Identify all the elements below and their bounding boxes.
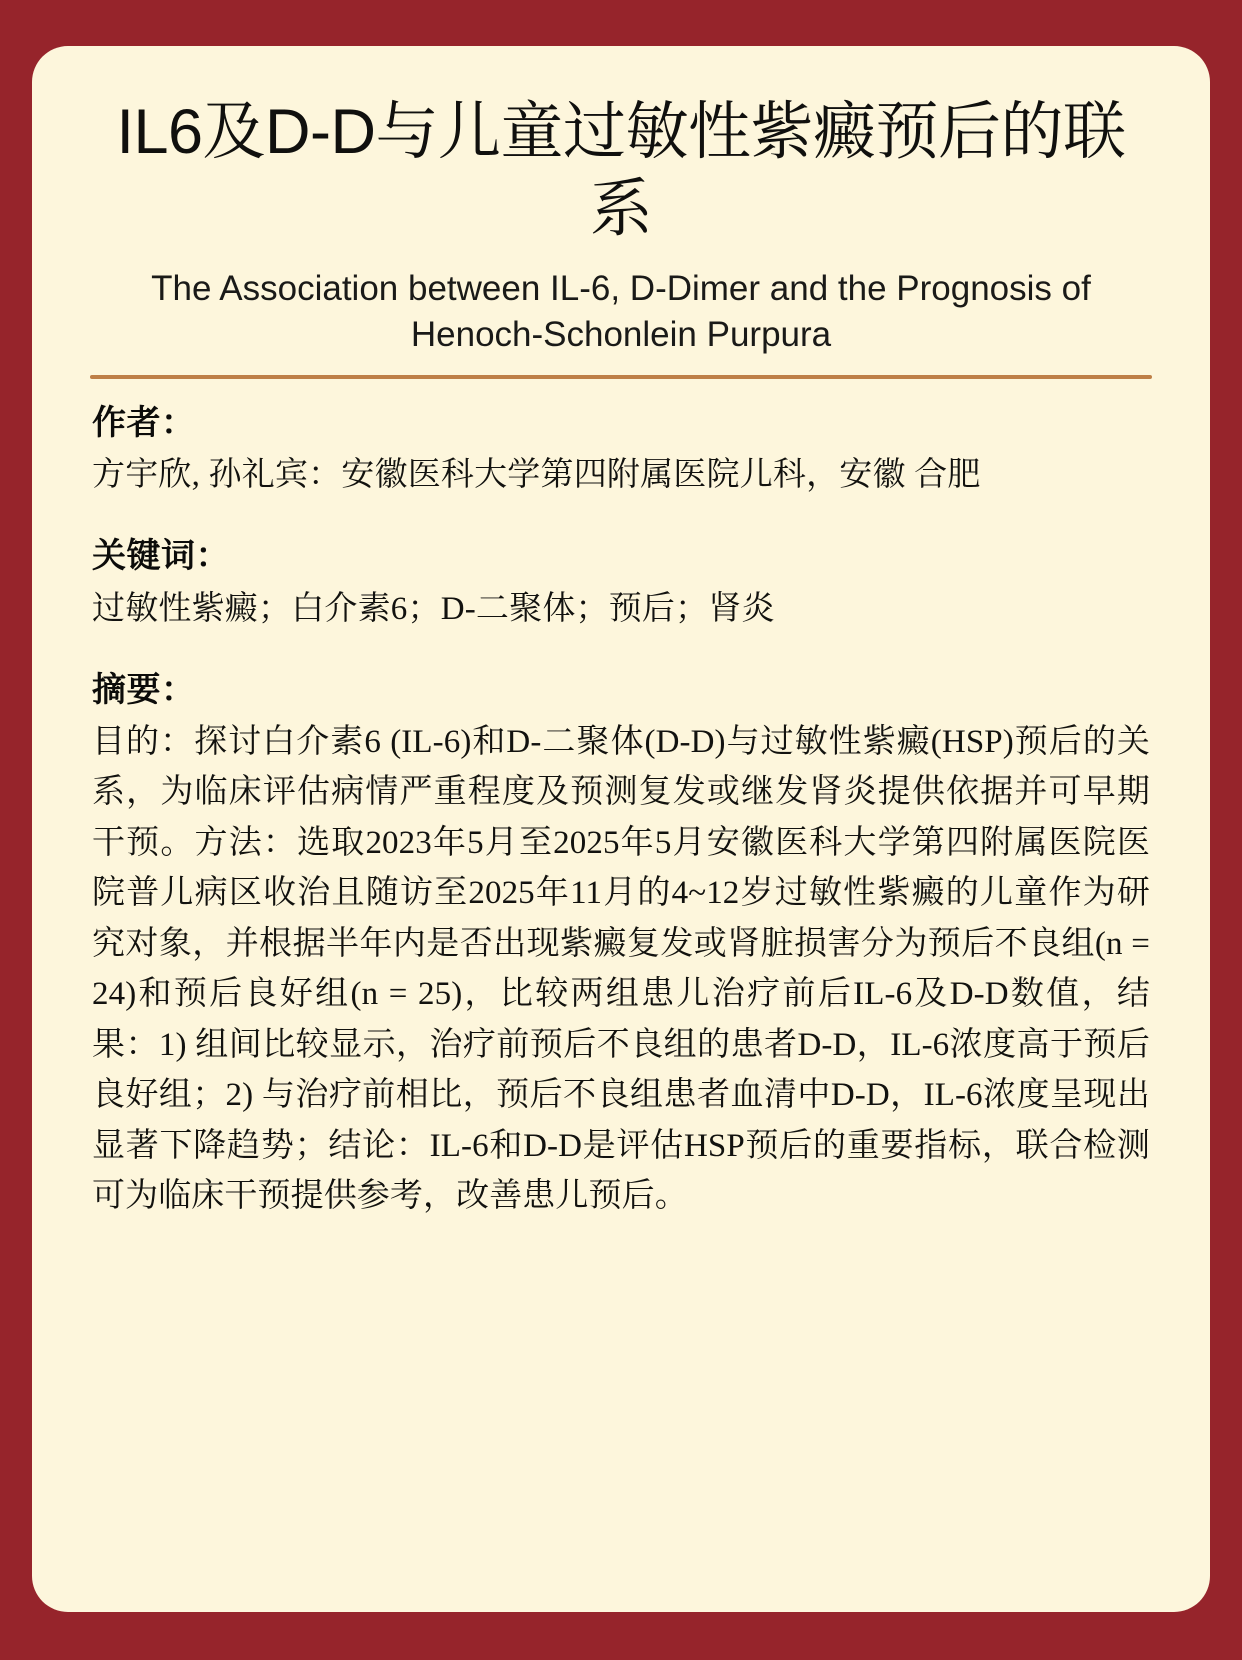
keywords-text: 过敏性紫癜；白介素6；D-二聚体；预后；肾炎 [92,590,775,627]
authors-text: 方宇欣, 孙礼宾：安徽医科大学第四附属医院儿科，安徽 合肥 [92,457,981,494]
abstract-section [92,668,1150,1222]
page-title-english: The Association between IL-6, D-Dimer and the Prognosis of Henoch-Schonlein Purpura [151,268,1091,354]
abstract-text: 目的：探讨白介素6 (IL-6)和D-二聚体(D-D)与过敏性紫癜(HSP)预后的关系，为临床评估病情严重程度及预测复发或继发肾炎提供依据并可早期干预。方法：选取2023年5月至2025年5月安徽医科大学第四附属医院医院普儿病区收治且随访至2025年11月的4~12岁过敏性紫癜的儿童作为研究对象，并根据半年内是否出现紫癜复发或肾脏损害分为预后不良组(n = 24)和预后良好组(n = 25)，比较两组患儿治疗前后IL-6及D-D数值，结果：1) 组间比较显示，治疗前预后不良组的患者D-D，IL-6浓度高于预后良好组；2) 与治疗前相比，预后不良组患者血清中D-D，IL-6浓度呈现出显著下降趋势；结论：IL-6和D-D是评估HSP预后的重要指标，联合检测可为临床干预提供参考，改善患儿预后。 [92,723,1150,1215]
keywords-label: 关键词： [92,537,230,576]
authors-label: 作者： [92,404,196,443]
title-block [90,94,1152,358]
authors-section [92,401,1150,500]
page-title-chinese: IL6及D-D与儿童过敏性紫癜预后的联系 [116,97,1126,244]
keywords-section [92,534,1150,633]
abstract-label: 摘要： [92,670,196,709]
abstract-card [32,46,1210,1612]
title-divider [90,375,1152,379]
body-area [90,401,1152,1222]
